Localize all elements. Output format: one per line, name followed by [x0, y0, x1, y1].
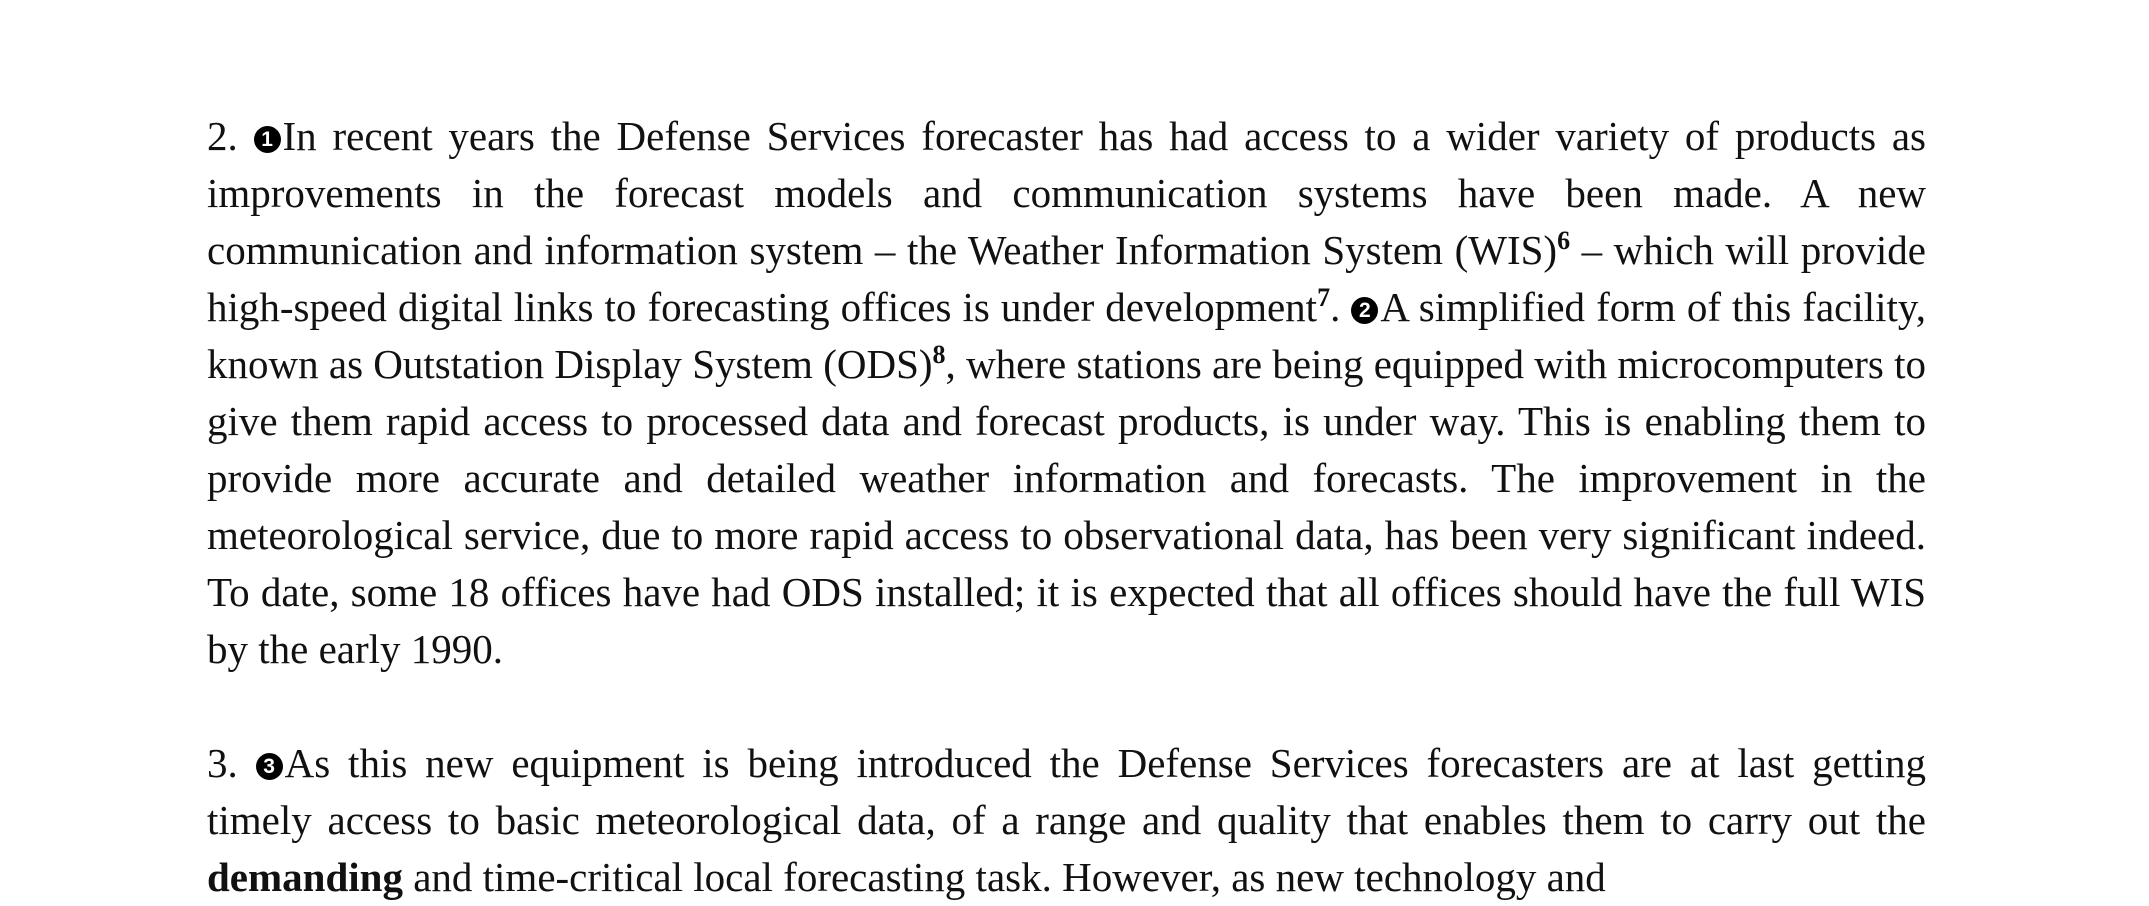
sentence-marker-2: 2 — [1351, 297, 1378, 324]
sentence-3-text: As this new equipment is being introduced the Defense Services forecasters are at last getting timely access to basic meteorological data, of a range and quality that enables them to carry out the — [207, 740, 1926, 843]
footnote-ref-7: 7 — [1317, 283, 1331, 312]
sentence-marker-3: 3 — [256, 753, 283, 780]
sentence-1-end: . — [1330, 284, 1341, 330]
document-page — [207, 108, 1926, 906]
sentence-1-continuation: – which will provide high-speed digital links to forecasting offices is under development — [207, 227, 1926, 330]
emphasized-word: demanding — [207, 854, 403, 900]
footnote-ref-8: 8 — [932, 340, 946, 369]
paragraph-number: 3. — [207, 740, 238, 786]
paragraph-number: 2. — [207, 113, 238, 159]
paragraph-2 — [207, 108, 1926, 678]
sentence-2-text: A simplified form of this facility, known as Outstation Display System (ODS) — [207, 284, 1927, 387]
footnote-ref-6: 6 — [1557, 226, 1571, 255]
sentence-marker-1: 1 — [254, 126, 281, 153]
sentence-2-continuation: , where stations are being equipped with microcomputers to give them rapid access to processed data and forecast products, is under way. This is enabling them to provide more accurate and detailed weather information and forecasts. The improvement in the meteorological service, due to more rapid access to observational data, has been very significant indeed. To date, some 18 offices have had ODS installed; it is expected that all offices should have the full WIS by the early 1990. — [207, 341, 1926, 672]
sentence-1-text: In recent years the Defense Services forecaster has had access to a wider variety of products as improvements in the forecast models and communication systems have been made. A new communication and information system – the Weather Information System (WIS) — [207, 113, 1926, 273]
sentence-3-continuation: and time-critical local forecasting task. However, as new technology and — [402, 854, 1606, 900]
paragraph-3 — [207, 735, 1926, 906]
